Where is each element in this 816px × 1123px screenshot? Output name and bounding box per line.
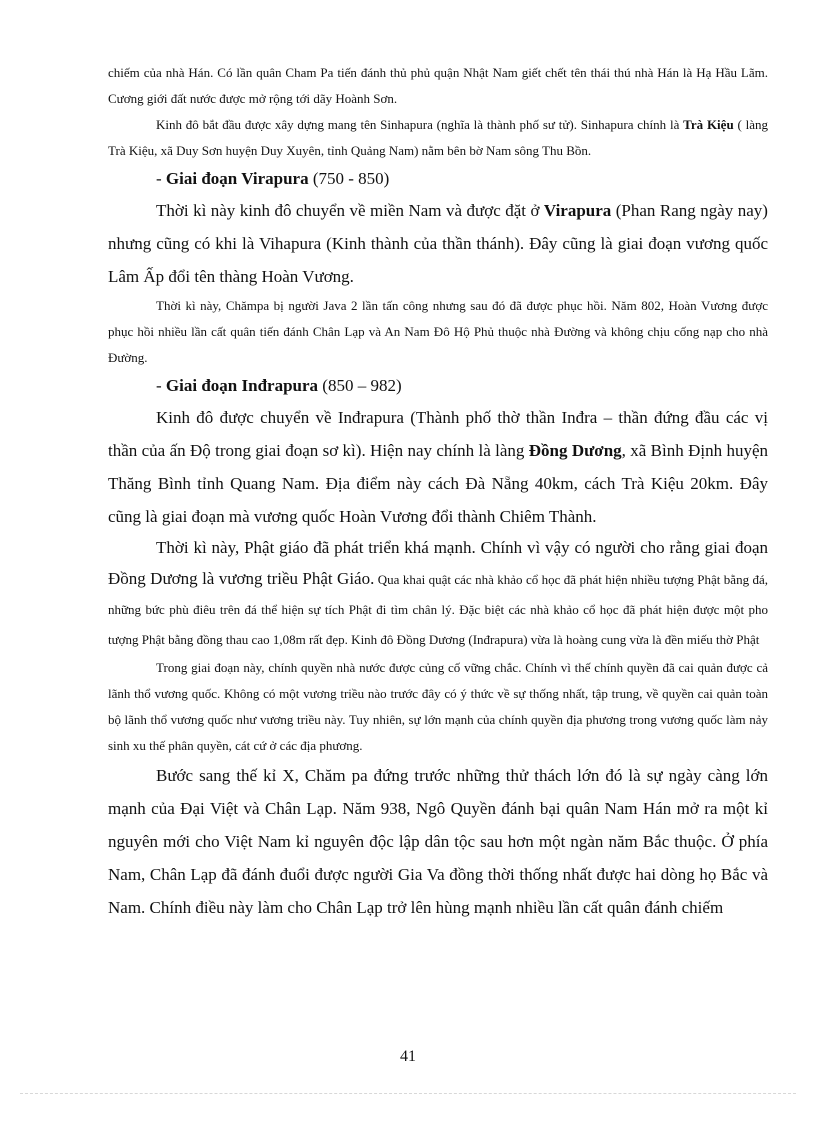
paragraph-6-small: Qua khai quật các nhà khảo cổ học đã phát hiện nhiều tượng Phật bằng đá, những bức phù điêu trên đá thể hiện sự tích Phật đi tìm chân lý. Đặc biệt các nhà khảo cổ học đã phát hiện được một pho tượng Phật bằng đồng thau cao 1,08m rất đẹp. Kinh đô Đồng Dương (Inđrapura) vừa là hoàng cung vừa là đền miếu thờ Phật — [108, 572, 768, 647]
paragraph-3: Thời kì này kinh đô chuyển về miền Nam và được đặt ở Virapura (Phan Rang ngày nay) nhưng cũng có khi là Vihapura (Kinh thành của thần thánh). Đây cũng là giai đoạn vương quốc Lâm Ấp đổi tên thàng Hoàn Vương. — [108, 201, 768, 286]
section-heading-indrapura: - Giai đoạn Inđrapura (850 – 982) — [156, 376, 402, 395]
document-page — [108, 60, 768, 924]
paragraph-5-bold: Đồng Dương — [528, 441, 622, 460]
section-heading-virapura: - Giai đoạn Virapura (750 - 850) — [156, 169, 390, 188]
paragraph-2-bold: Trà Kiệu — [683, 117, 734, 132]
paragraph-2 — [108, 112, 768, 164]
page-number: 41 — [400, 1048, 416, 1065]
heading-indrapura-label: Giai đoạn Inđrapura — [165, 376, 319, 395]
heading-virapura-years: (750 - 850) — [308, 169, 390, 188]
paragraph-2-text: Kinh đô bắt đầu được xây dựng mang tên Sinhapura (nghĩa là thành phố sư tử). Sinhapura chính là — [156, 117, 684, 132]
paragraph-5: Kinh đô được chuyển về Inđrapura (Thành phố thờ thần Inđra – thần đứng đầu các vị thần của ấn Độ trong giai đoạn sơ kì). Hiện nay chính là làng Đồng Dương, xã Bình Định huyện Thăng Bình tỉnh Quang Nam. Địa điểm này cách Đà Nẵng 40km, cách Trà Kiệu 20km. Đây cũng là giai đoạn mà vương quốc Hoàn Vương đổi thành Chiêm Thành. — [108, 408, 768, 526]
paragraph-3-bold: Virapura — [543, 201, 612, 220]
paragraph-7: Trong giai đoạn này, chính quyền nhà nước được củng cố vững chắc. Chính vì thế chính quyền đã cai quản được cả lãnh thổ vương quốc. Không có một vương triều nào trước đây có ý thức về sự thống nhất, tập trung, về quyền cai quản toàn bộ lãnh thổ vương quốc như vương triều này. Tuy nhiên, sự lớn mạnh của chính quyền địa phương trong vương quốc làm nảy sinh xu thế phân quyền, cát cứ ở các địa phương. — [108, 660, 768, 753]
heading-indrapura-years: (850 – 982) — [318, 376, 402, 395]
paragraph-4: Thời kì này, Chămpa bị người Java 2 lần tấn công nhưng sau đó đã được phục hồi. Năm 802, Hoàn Vương được phục hồi nhiều lần cất quân tiến đánh Chân Lạp và An Nam Đô Hộ Phủ thuộc nhà Đường và không chịu cống nạp cho nhà Đường. — [108, 298, 768, 365]
heading-virapura-label: Giai đoạn Virapura — [165, 169, 309, 188]
footer-divider — [20, 1093, 796, 1094]
paragraph-2-text-end: ( làng Trà Kiệu, xã Duy Sơn huyện Duy Xuyên, tỉnh Quảng Nam) nằm bên bờ Nam sông Thu Bồn. — [108, 117, 769, 158]
paragraph-8: Bước sang thế kỉ X, Chăm pa đứng trước những thử thách lớn đó là sự ngày càng lớn mạnh của Đại Việt và Chân Lạp. Năm 938, Ngô Quyền đánh bại quân Nam Hán mở ra một kỉ nguyên mới cho Việt Nam kỉ nguyên độc lập dân tộc sau hơn một ngàn năm Bắc thuộc. Ở phía Nam, Chân Lạp đã đánh đuổi được người Gia Va đồng thời thống nhất được hai dòng họ Bắc và Nam. Chính điều này làm cho Chân Lạp trở lên hùng mạnh nhiều lần cất quân đánh chiếm — [108, 766, 768, 917]
paragraph-1: chiếm của nhà Hán. Có lần quân Cham Pa tiến đánh thủ phủ quận Nhật Nam giết chết tên thái thú nhà Hán là Hạ Hầu Lãm. Cương giới đất nước được mở rộng tới dãy Hoành Sơn. — [108, 65, 768, 106]
paragraph-6-large: Thời kì này, Phật giáo đã phát triển khá mạnh. Chính vì vậy có người cho rằng giai đoạn Đồng Dương là vương triều Phật Giáo. — [108, 538, 768, 588]
paragraph-6 — [108, 533, 768, 655]
